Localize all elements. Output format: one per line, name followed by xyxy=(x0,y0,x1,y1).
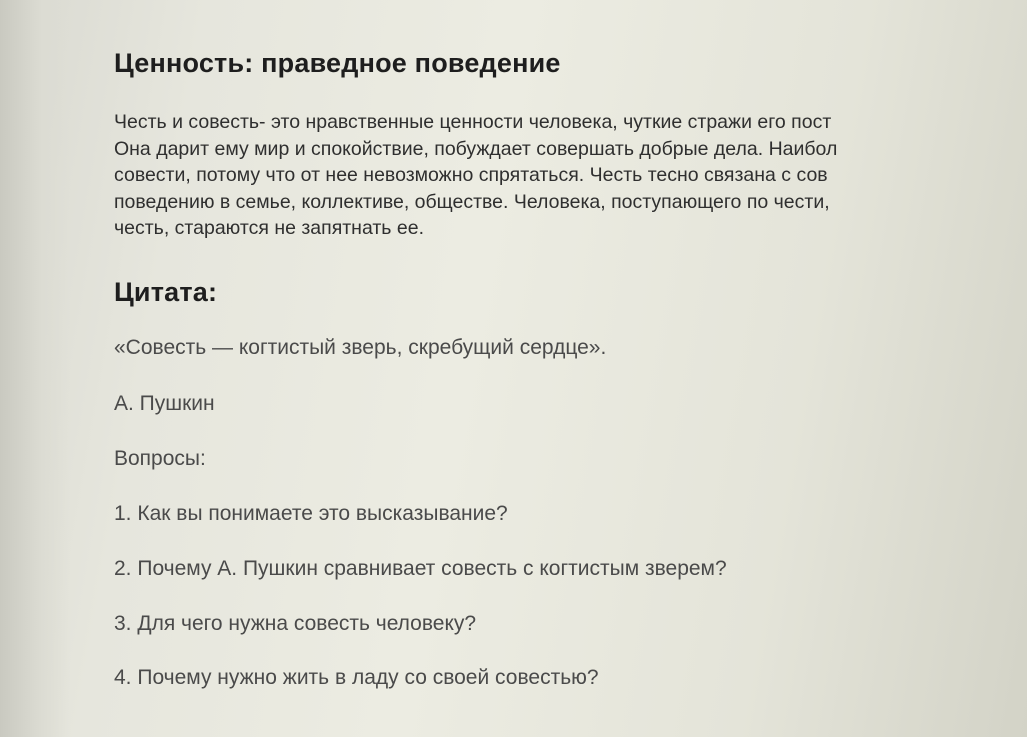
quote-text: «Совесть — когтистый зверь, скребущий сердце». xyxy=(114,335,607,359)
screen-edge xyxy=(0,0,70,737)
question-item: 1. Как вы понимаете это высказывание? xyxy=(114,501,508,525)
document-content xyxy=(114,48,1027,690)
quote-heading: Цитата: xyxy=(114,276,218,307)
main-paragraph xyxy=(114,109,1027,242)
question-item: 2. Почему А. Пушкин сравнивает совесть с когтистым зверем? xyxy=(114,556,727,580)
paragraph-line: Честь и совесть- это нравственные ценности человека, чуткие стражи его пост xyxy=(114,111,832,133)
quote-author: А. Пушкин xyxy=(114,391,215,415)
question-item: 3. Для чего нужна совесть человеку? xyxy=(114,611,477,635)
paragraph-line: Она дарит ему мир и спокойствие, побуждает совершать добрые дела. Наибол xyxy=(114,137,838,160)
page-title: Ценность: праведное поведение xyxy=(114,48,561,78)
questions-label: Вопросы: xyxy=(114,446,206,470)
question-item: 4. Почему нужно жить в ладу со своей совестью? xyxy=(114,665,599,689)
paragraph-line: честь, стараются не запятнать ее. xyxy=(114,217,424,239)
paragraph-line: поведению в семье, коллективе, обществе. Человека, поступающего по чести, xyxy=(114,190,830,213)
paragraph-line: совести, потому что от нее невозможно спрятаться. Честь тесно связана с сов xyxy=(114,164,828,186)
